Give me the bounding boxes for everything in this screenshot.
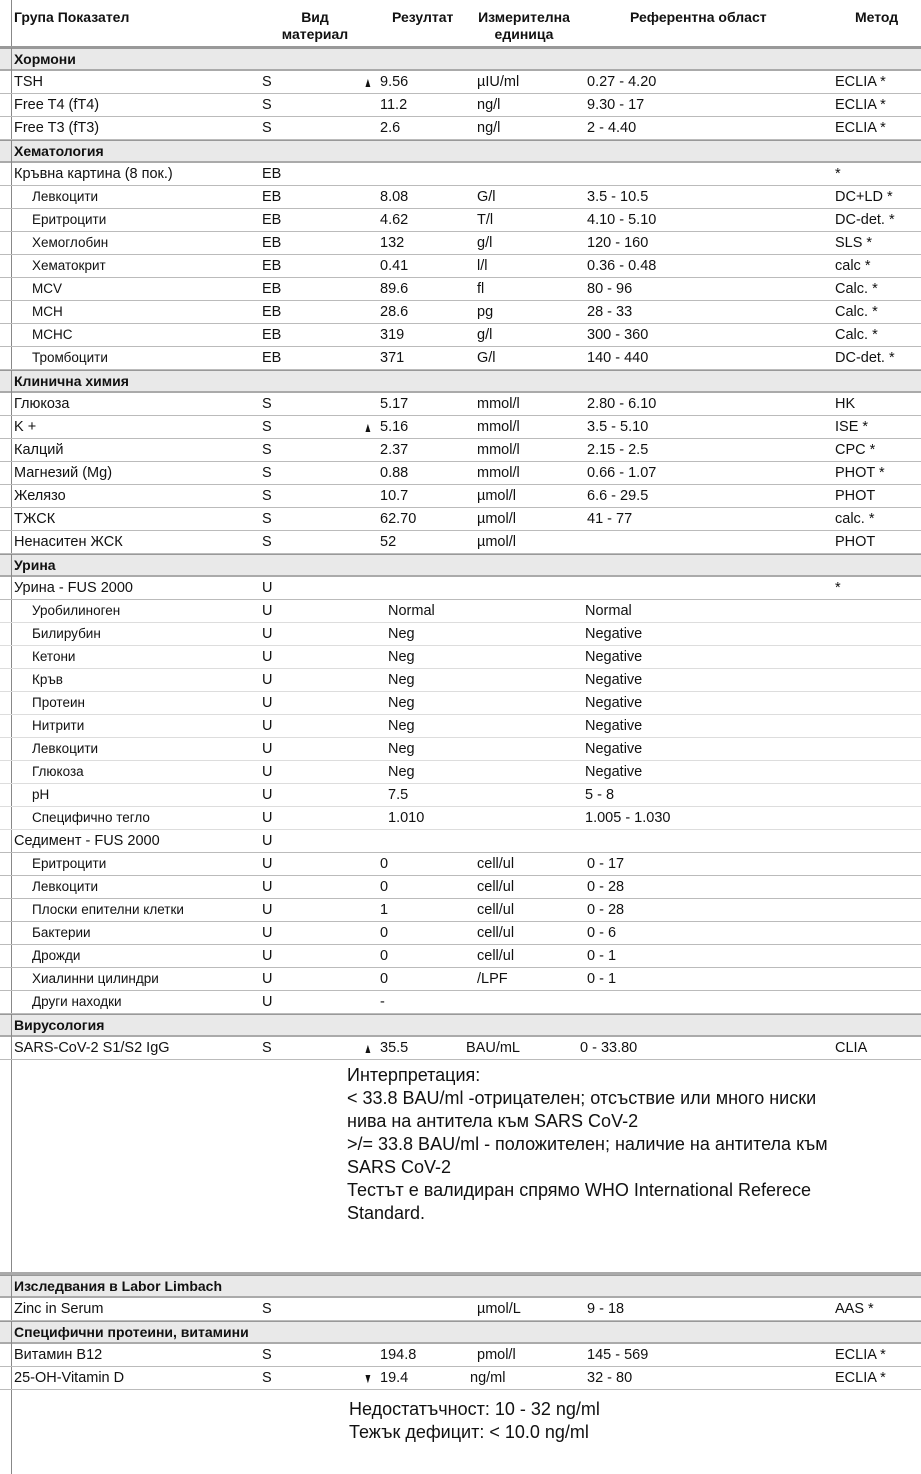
interpretation-note bbox=[0, 1060, 921, 1275]
material: S bbox=[262, 97, 272, 113]
material: S bbox=[262, 534, 272, 550]
result: 10.7 bbox=[380, 488, 409, 504]
col-material: Вид материал bbox=[281, 9, 349, 42]
table-row bbox=[0, 1037, 921, 1060]
material: U bbox=[262, 971, 273, 987]
result: 371 bbox=[380, 350, 405, 366]
unit: ng/ml bbox=[470, 1370, 506, 1386]
table-row bbox=[0, 715, 921, 738]
table-row bbox=[0, 324, 921, 347]
reference-range: 0 - 17 bbox=[587, 856, 625, 872]
table-row bbox=[0, 830, 921, 853]
table-row bbox=[0, 646, 921, 669]
unit: G/l bbox=[477, 350, 496, 366]
unit: µIU/ml bbox=[477, 74, 520, 90]
test-name: Тромбоцити bbox=[32, 350, 108, 365]
table-row bbox=[0, 117, 921, 140]
unit: T/l bbox=[477, 212, 494, 228]
table-row bbox=[0, 807, 921, 830]
unit: µmol/l bbox=[477, 488, 516, 504]
method: calc. * bbox=[835, 511, 875, 527]
arrow-up-icon: ▲ bbox=[363, 74, 373, 90]
table-row bbox=[0, 623, 921, 646]
reference-range: 0 - 28 bbox=[587, 879, 625, 895]
method: ISE * bbox=[835, 419, 869, 435]
result: 0 bbox=[380, 948, 389, 964]
material: U bbox=[262, 787, 273, 803]
test-name: Глюкоза bbox=[32, 764, 84, 779]
table-row bbox=[0, 968, 921, 991]
result: 52 bbox=[380, 534, 397, 550]
reference-range: 28 - 33 bbox=[587, 304, 633, 320]
material: S bbox=[262, 1301, 272, 1317]
material: EB bbox=[262, 258, 282, 274]
table-row bbox=[0, 1367, 921, 1390]
material: S bbox=[262, 74, 272, 90]
unit: pmol/l bbox=[477, 1347, 516, 1363]
result: Neg bbox=[388, 764, 415, 780]
unit: µmol/l bbox=[477, 534, 516, 550]
material: U bbox=[262, 741, 273, 757]
reference-range: 0 - 28 bbox=[587, 902, 625, 918]
reference-range: 80 - 96 bbox=[587, 281, 633, 297]
material: U bbox=[262, 810, 273, 826]
test-name: Кръв bbox=[32, 672, 63, 687]
material: EB bbox=[262, 350, 282, 366]
method: DC-det. * bbox=[835, 212, 895, 228]
unit: cell/ul bbox=[477, 902, 515, 918]
table-row bbox=[0, 71, 921, 94]
result: 0.88 bbox=[380, 465, 409, 481]
reference-range: 2.15 - 2.5 bbox=[587, 442, 649, 458]
reference-range: 0 - 6 bbox=[587, 925, 617, 941]
result: 7.5 bbox=[388, 787, 409, 803]
unit: l/l bbox=[477, 258, 488, 274]
reference-range: Negative bbox=[585, 672, 643, 688]
table-row bbox=[0, 301, 921, 324]
result: 2.6 bbox=[380, 120, 401, 136]
material: U bbox=[262, 649, 273, 665]
material: EB bbox=[262, 304, 282, 320]
table-row bbox=[0, 761, 921, 784]
reference-range: 9.30 - 17 bbox=[587, 97, 645, 113]
col-ref: Референтна област bbox=[630, 9, 767, 25]
table-row bbox=[0, 692, 921, 715]
interpretation-note bbox=[0, 1390, 921, 1444]
table-row bbox=[0, 347, 921, 370]
material: U bbox=[262, 856, 273, 872]
result: Neg bbox=[388, 695, 415, 711]
reference-range: Negative bbox=[585, 695, 643, 711]
reference-range: 2 - 4.40 bbox=[587, 120, 637, 136]
table-row bbox=[0, 531, 921, 554]
reference-range: Negative bbox=[585, 741, 643, 757]
test-name: Уробилиноген bbox=[32, 603, 121, 618]
result: 19.4 bbox=[380, 1370, 409, 1386]
method: ECLIA * bbox=[835, 97, 886, 113]
note-line: < 33.8 BAU/ml -отрицателен; отсъствие или много ниски bbox=[347, 1088, 817, 1108]
result: 1 bbox=[380, 902, 389, 918]
material: U bbox=[262, 902, 273, 918]
result: Neg bbox=[388, 718, 415, 734]
result: 319 bbox=[380, 327, 405, 343]
material: S bbox=[262, 396, 272, 412]
table-row bbox=[0, 232, 921, 255]
test-name: Бактерии bbox=[32, 925, 91, 940]
section-header: Вирусология bbox=[0, 1014, 921, 1037]
test-name: ТЖСК bbox=[14, 511, 56, 527]
material: EB bbox=[262, 327, 282, 343]
table-row bbox=[0, 416, 921, 439]
material: U bbox=[262, 925, 273, 941]
result: 0 bbox=[380, 971, 389, 987]
unit: ng/l bbox=[477, 97, 501, 113]
section-header: Хематология bbox=[0, 140, 921, 163]
reference-range: 140 - 440 bbox=[587, 350, 649, 366]
method: Calc. * bbox=[835, 281, 878, 297]
note-line: >/= 33.8 BAU/ml - положителен; наличие на антитела към bbox=[347, 1134, 828, 1154]
reference-range: 2.80 - 6.10 bbox=[587, 396, 657, 412]
result: 9.56 bbox=[380, 74, 409, 90]
col-result: Резултат bbox=[392, 9, 454, 25]
col-unit: Измерителна единица bbox=[478, 9, 570, 42]
material: S bbox=[262, 465, 272, 481]
method: ECLIA * bbox=[835, 1347, 886, 1363]
material: S bbox=[262, 1347, 272, 1363]
table-row bbox=[0, 462, 921, 485]
material: S bbox=[262, 1370, 272, 1386]
result: 0 bbox=[380, 925, 389, 941]
reference-range: 120 - 160 bbox=[587, 235, 649, 251]
result: 0 bbox=[380, 879, 389, 895]
material: U bbox=[262, 879, 273, 895]
method: PHOT * bbox=[835, 465, 885, 481]
unit: µmol/L bbox=[477, 1301, 521, 1317]
reference-range: Negative bbox=[585, 649, 643, 665]
result: 35.5 bbox=[380, 1040, 409, 1056]
material: U bbox=[262, 994, 273, 1010]
table-row bbox=[0, 1298, 921, 1321]
test-name: Глюкоза bbox=[14, 396, 70, 412]
table-row bbox=[0, 738, 921, 761]
reference-range: 145 - 569 bbox=[587, 1347, 649, 1363]
test-name: 25-OH-Vitamin D bbox=[14, 1370, 125, 1386]
table-row bbox=[0, 209, 921, 232]
method: Calc. * bbox=[835, 327, 878, 343]
test-name: Левкоцити bbox=[32, 189, 99, 204]
material: U bbox=[262, 672, 273, 688]
method: SLS * bbox=[835, 235, 873, 251]
table-row bbox=[0, 922, 921, 945]
result: 11.2 bbox=[380, 97, 408, 113]
unit: g/l bbox=[477, 235, 493, 251]
unit: pg bbox=[477, 304, 494, 320]
material: EB bbox=[262, 212, 282, 228]
test-name: Еритроцити bbox=[32, 856, 107, 871]
table-row bbox=[0, 577, 921, 600]
note-line: Интерпретация: bbox=[347, 1065, 481, 1085]
unit: µmol/l bbox=[477, 511, 516, 527]
table-row bbox=[0, 991, 921, 1014]
method: AAS * bbox=[835, 1301, 874, 1317]
test-name: Левкоцити bbox=[32, 879, 99, 894]
result: 5.17 bbox=[380, 396, 409, 412]
table-row bbox=[0, 255, 921, 278]
table-row bbox=[0, 669, 921, 692]
reference-range: 0.27 - 4.20 bbox=[587, 74, 657, 90]
unit: cell/ul bbox=[477, 948, 515, 964]
material: U bbox=[262, 695, 273, 711]
section-header: Урина bbox=[0, 554, 921, 577]
reference-range: 4.10 - 5.10 bbox=[587, 212, 657, 228]
material: EB bbox=[262, 281, 282, 297]
method: DC+LD * bbox=[835, 189, 893, 205]
table-row bbox=[0, 600, 921, 623]
arrow-up-icon: ▲ bbox=[363, 419, 373, 435]
table-row bbox=[0, 163, 921, 186]
reference-range: 0.36 - 0.48 bbox=[587, 258, 657, 274]
test-name: Дрожди bbox=[32, 948, 81, 963]
reference-range: 0.66 - 1.07 bbox=[587, 465, 657, 481]
test-name: Други находки bbox=[32, 994, 122, 1009]
test-name: Урина - FUS 2000 bbox=[14, 580, 133, 596]
test-name: MCH bbox=[32, 304, 63, 319]
unit: ng/l bbox=[477, 120, 501, 136]
test-name: Плоски епителни клетки bbox=[32, 902, 184, 917]
reference-range: 1.005 - 1.030 bbox=[585, 810, 671, 826]
note-line: Тежък дефицит: < 10.0 ng/ml bbox=[349, 1422, 589, 1442]
result: 0 bbox=[380, 856, 389, 872]
material: U bbox=[262, 603, 273, 619]
test-name: MCV bbox=[32, 281, 62, 296]
result: 5.16 bbox=[380, 419, 409, 435]
test-name: SARS-CoV-2 S1/S2 IgG bbox=[14, 1040, 170, 1056]
test-name: TSH bbox=[14, 74, 43, 90]
reference-range: 41 - 77 bbox=[587, 511, 633, 527]
result: Neg bbox=[388, 649, 415, 665]
test-name: pH bbox=[32, 787, 50, 802]
material: U bbox=[262, 626, 273, 642]
method: * bbox=[835, 166, 841, 182]
result: 62.70 bbox=[380, 511, 417, 527]
table-row bbox=[0, 508, 921, 531]
unit: cell/ul bbox=[477, 879, 515, 895]
section-header: Клинична химия bbox=[0, 370, 921, 393]
test-name: Нитрити bbox=[32, 718, 85, 733]
note-line: SARS CoV-2 bbox=[347, 1157, 452, 1177]
unit: mmol/l bbox=[477, 419, 520, 435]
result: 4.62 bbox=[380, 212, 409, 228]
note-line: Недостатъчност: 10 - 32 ng/ml bbox=[349, 1399, 600, 1419]
reference-range: 9 - 18 bbox=[587, 1301, 625, 1317]
col-method: Метод bbox=[855, 9, 899, 25]
reference-range: 32 - 80 bbox=[587, 1370, 633, 1386]
arrow-down-icon: ▼ bbox=[363, 1370, 373, 1386]
material: U bbox=[262, 580, 273, 596]
table-row bbox=[0, 186, 921, 209]
test-name: Калций bbox=[14, 442, 64, 458]
material: U bbox=[262, 764, 273, 780]
table-row bbox=[0, 876, 921, 899]
reference-range: 3.5 - 10.5 bbox=[587, 189, 649, 205]
test-name: MCHC bbox=[32, 327, 73, 342]
method: * bbox=[835, 580, 841, 596]
test-name: Магнезий (Mg) bbox=[14, 465, 113, 481]
reference-range: 5 - 8 bbox=[585, 787, 615, 803]
table-row bbox=[0, 439, 921, 462]
unit: fl bbox=[477, 281, 485, 297]
test-name: Левкоцити bbox=[32, 741, 99, 756]
table-row bbox=[0, 853, 921, 876]
section-header: Изследвания в Labor Limbach bbox=[0, 1275, 921, 1298]
section-header: Хормони bbox=[0, 48, 921, 71]
test-name: Free T3 (fT3) bbox=[14, 120, 100, 136]
test-name: Протеин bbox=[32, 695, 85, 710]
col-group: Група Показател bbox=[14, 9, 130, 25]
unit: g/l bbox=[477, 327, 493, 343]
test-name: Free T4 (fT4) bbox=[14, 97, 100, 113]
method: calc * bbox=[835, 258, 871, 274]
unit: /LPF bbox=[477, 971, 508, 987]
method: DC-det. * bbox=[835, 350, 895, 366]
reference-range: 0 - 1 bbox=[587, 948, 617, 964]
unit: mmol/l bbox=[477, 442, 520, 458]
result: Neg bbox=[388, 626, 415, 642]
test-name: Кръвна картина (8 пок.) bbox=[14, 166, 173, 182]
method: PHOT bbox=[835, 488, 876, 504]
unit: mmol/l bbox=[477, 396, 520, 412]
method: CLIA bbox=[835, 1040, 868, 1056]
unit: cell/ul bbox=[477, 925, 515, 941]
test-name: Zinc in Serum bbox=[14, 1301, 104, 1317]
result: 8.08 bbox=[380, 189, 409, 205]
test-name: K + bbox=[14, 419, 37, 435]
material: U bbox=[262, 833, 273, 849]
unit: cell/ul bbox=[477, 856, 515, 872]
reference-range: 3.5 - 5.10 bbox=[587, 419, 649, 435]
arrow-up-icon: ▲ bbox=[363, 1040, 373, 1056]
material: U bbox=[262, 718, 273, 734]
result: 132 bbox=[380, 235, 405, 251]
result: 28.6 bbox=[380, 304, 409, 320]
test-name: Седимент - FUS 2000 bbox=[14, 833, 160, 849]
test-name: Витамин B12 bbox=[14, 1347, 103, 1363]
material: S bbox=[262, 488, 272, 504]
material: S bbox=[262, 442, 272, 458]
result: Neg bbox=[388, 741, 415, 757]
table-row bbox=[0, 485, 921, 508]
reference-range: Normal bbox=[585, 603, 632, 619]
results-body bbox=[0, 48, 921, 1444]
method: Calc. * bbox=[835, 304, 878, 320]
test-name: Специфично тегло bbox=[32, 810, 150, 825]
result: 2.37 bbox=[380, 442, 409, 458]
material: EB bbox=[262, 166, 282, 182]
material: U bbox=[262, 948, 273, 964]
method: HK bbox=[835, 396, 856, 412]
table-row bbox=[0, 94, 921, 117]
test-name: Еритроцити bbox=[32, 212, 107, 227]
test-name: Желязо bbox=[14, 488, 66, 504]
material: S bbox=[262, 1040, 272, 1056]
table-row bbox=[0, 945, 921, 968]
test-name: Билирубин bbox=[32, 626, 101, 641]
material: EB bbox=[262, 235, 282, 251]
result: 194.8 bbox=[380, 1347, 417, 1363]
table-row bbox=[0, 899, 921, 922]
method: ECLIA * bbox=[835, 74, 886, 90]
reference-range: 300 - 360 bbox=[587, 327, 649, 343]
method: PHOT bbox=[835, 534, 876, 550]
table-row bbox=[0, 784, 921, 807]
result: Neg bbox=[388, 672, 415, 688]
material: S bbox=[262, 419, 272, 435]
material: EB bbox=[262, 189, 282, 205]
table-row bbox=[0, 393, 921, 416]
result: 0.41 bbox=[380, 258, 409, 274]
table-header bbox=[0, 0, 921, 48]
reference-range: Negative bbox=[585, 718, 643, 734]
reference-range: 6.6 - 29.5 bbox=[587, 488, 649, 504]
note-line: Standard. bbox=[347, 1203, 426, 1223]
test-name: Ненаситен ЖСК bbox=[14, 534, 123, 550]
reference-range: Negative bbox=[585, 764, 643, 780]
table-row bbox=[0, 1344, 921, 1367]
result: Normal bbox=[388, 603, 435, 619]
unit: mmol/l bbox=[477, 465, 520, 481]
method: ECLIA * bbox=[835, 120, 886, 136]
material: S bbox=[262, 120, 272, 136]
test-name: Хиалинни цилиндри bbox=[32, 971, 159, 986]
test-name: Кетони bbox=[32, 649, 76, 664]
reference-range: Negative bbox=[585, 626, 643, 642]
test-name: Хематокрит bbox=[32, 258, 106, 273]
test-name: Хемоглобин bbox=[32, 235, 109, 250]
result: - bbox=[380, 994, 385, 1010]
note-line: нива на антитела към SARS CoV-2 bbox=[347, 1111, 639, 1131]
section-header: Специфични протеини, витамини bbox=[0, 1321, 921, 1344]
result: 1.010 bbox=[388, 810, 425, 826]
reference-range: 0 - 33.80 bbox=[580, 1040, 638, 1056]
unit: G/l bbox=[477, 189, 496, 205]
note-line: Тестът е валидиран спрямо WHO International Referece bbox=[347, 1180, 811, 1200]
material: S bbox=[262, 511, 272, 527]
unit: BAU/mL bbox=[466, 1040, 520, 1056]
reference-range: 0 - 1 bbox=[587, 971, 617, 987]
method: ECLIA * bbox=[835, 1370, 886, 1386]
result: 89.6 bbox=[380, 281, 409, 297]
table-row bbox=[0, 278, 921, 301]
method: CPC * bbox=[835, 442, 876, 458]
